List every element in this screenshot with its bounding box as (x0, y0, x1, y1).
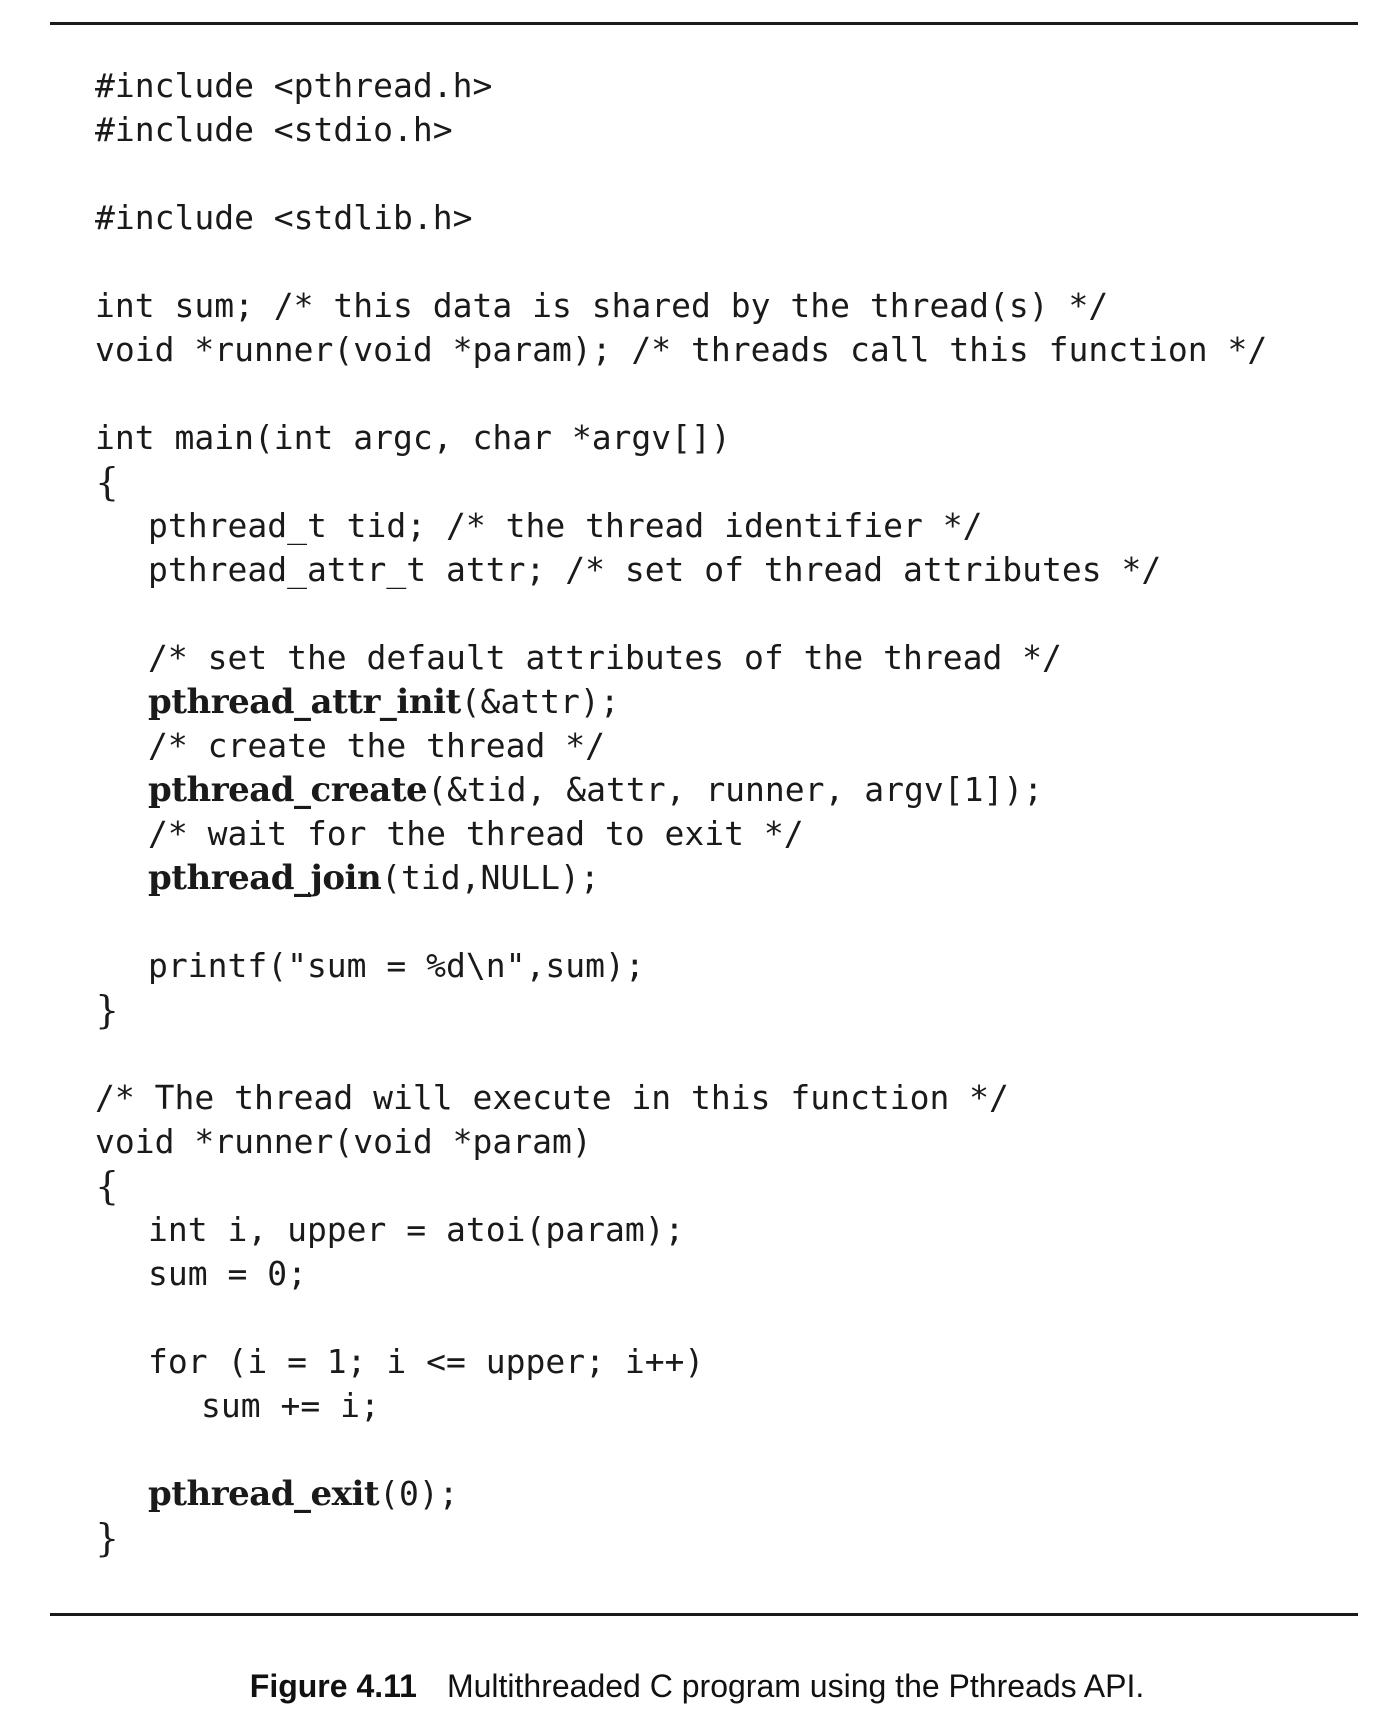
code-blank-line (95, 1296, 1365, 1340)
code-blank-line (95, 372, 1365, 416)
code-line (95, 988, 1365, 1032)
code-line (95, 1384, 1365, 1428)
code-text: pthread_t tid; /* the thread identifier */ (148, 506, 983, 545)
code-blank-line (95, 240, 1365, 284)
code-line (95, 812, 1365, 856)
code-text: printf("sum = %d\n",sum); (148, 946, 645, 985)
figure-caption (0, 1668, 1394, 1705)
code-line (95, 504, 1365, 548)
code-line (95, 1516, 1365, 1560)
code-line (95, 416, 1365, 460)
code-text: void *runner(void *param); /* threads call this function */ (95, 330, 1268, 369)
code-text: int sum; /* this data is shared by the thread(s) */ (95, 286, 1109, 325)
code-text: int main(int argc, char *argv[]) (95, 418, 731, 457)
code-text: #include <pthread.h> (95, 66, 493, 105)
function-name: pthread_join (148, 858, 382, 898)
code-text: int i, upper = atoi(param); (148, 1210, 685, 1249)
function-name: pthread_create (148, 770, 428, 810)
code-line (95, 768, 1365, 812)
code-line (95, 284, 1365, 328)
code-text: #include <stdio.h> (95, 110, 453, 149)
code-line (95, 64, 1365, 108)
function-name: pthread_attr_init (148, 682, 461, 722)
code-line (95, 944, 1365, 988)
code-text: sum = 0; (148, 1254, 307, 1293)
code-line (95, 1340, 1365, 1384)
code-line (95, 636, 1365, 680)
code-brace: } (95, 988, 120, 1032)
code-text: /* The thread will execute in this function */ (95, 1078, 1009, 1117)
code-text: #include <stdlib.h> (95, 198, 473, 237)
code-blank-line (95, 1032, 1365, 1076)
code-text: /* create the thread */ (148, 726, 605, 765)
code-listing (95, 64, 1365, 1560)
code-text: (tid,NULL); (381, 858, 600, 897)
code-line (95, 680, 1365, 724)
code-line (95, 460, 1365, 504)
code-text: (0); (379, 1474, 459, 1513)
code-line (95, 1120, 1365, 1164)
figure-caption-text: Multithreaded C program using the Pthreads API. (446, 1668, 1145, 1704)
bottom-rule (50, 1613, 1358, 1616)
code-blank-line (95, 152, 1365, 196)
code-blank-line (95, 900, 1365, 944)
code-text: /* set the default attributes of the thread */ (148, 638, 1062, 677)
code-line (95, 1164, 1365, 1208)
code-text: sum += i; (201, 1386, 380, 1425)
code-brace: { (95, 1164, 120, 1208)
code-line (95, 548, 1365, 592)
code-text: (&attr); (460, 682, 620, 721)
code-text: (&tid, &attr, runner, argv[1]); (427, 770, 1044, 809)
code-blank-line (95, 592, 1365, 636)
code-line (95, 196, 1365, 240)
code-line (95, 856, 1365, 900)
code-line (95, 1472, 1365, 1516)
code-text: pthread_attr_t attr; /* set of thread attributes */ (148, 550, 1162, 589)
code-line (95, 1076, 1365, 1120)
code-line (95, 724, 1365, 768)
code-blank-line (95, 1428, 1365, 1472)
code-line (95, 1208, 1365, 1252)
code-line (95, 1252, 1365, 1296)
code-text: /* wait for the thread to exit */ (148, 814, 804, 853)
function-name: pthread_exit (148, 1474, 380, 1514)
code-line (95, 108, 1365, 152)
code-text: void *runner(void *param) (95, 1122, 592, 1161)
code-text: for (i = 1; i <= upper; i++) (148, 1342, 705, 1381)
top-rule (50, 22, 1358, 25)
code-brace: { (95, 460, 120, 504)
figure-label: Figure 4.11 (249, 1668, 417, 1704)
code-brace: } (95, 1516, 120, 1560)
code-line (95, 328, 1365, 372)
